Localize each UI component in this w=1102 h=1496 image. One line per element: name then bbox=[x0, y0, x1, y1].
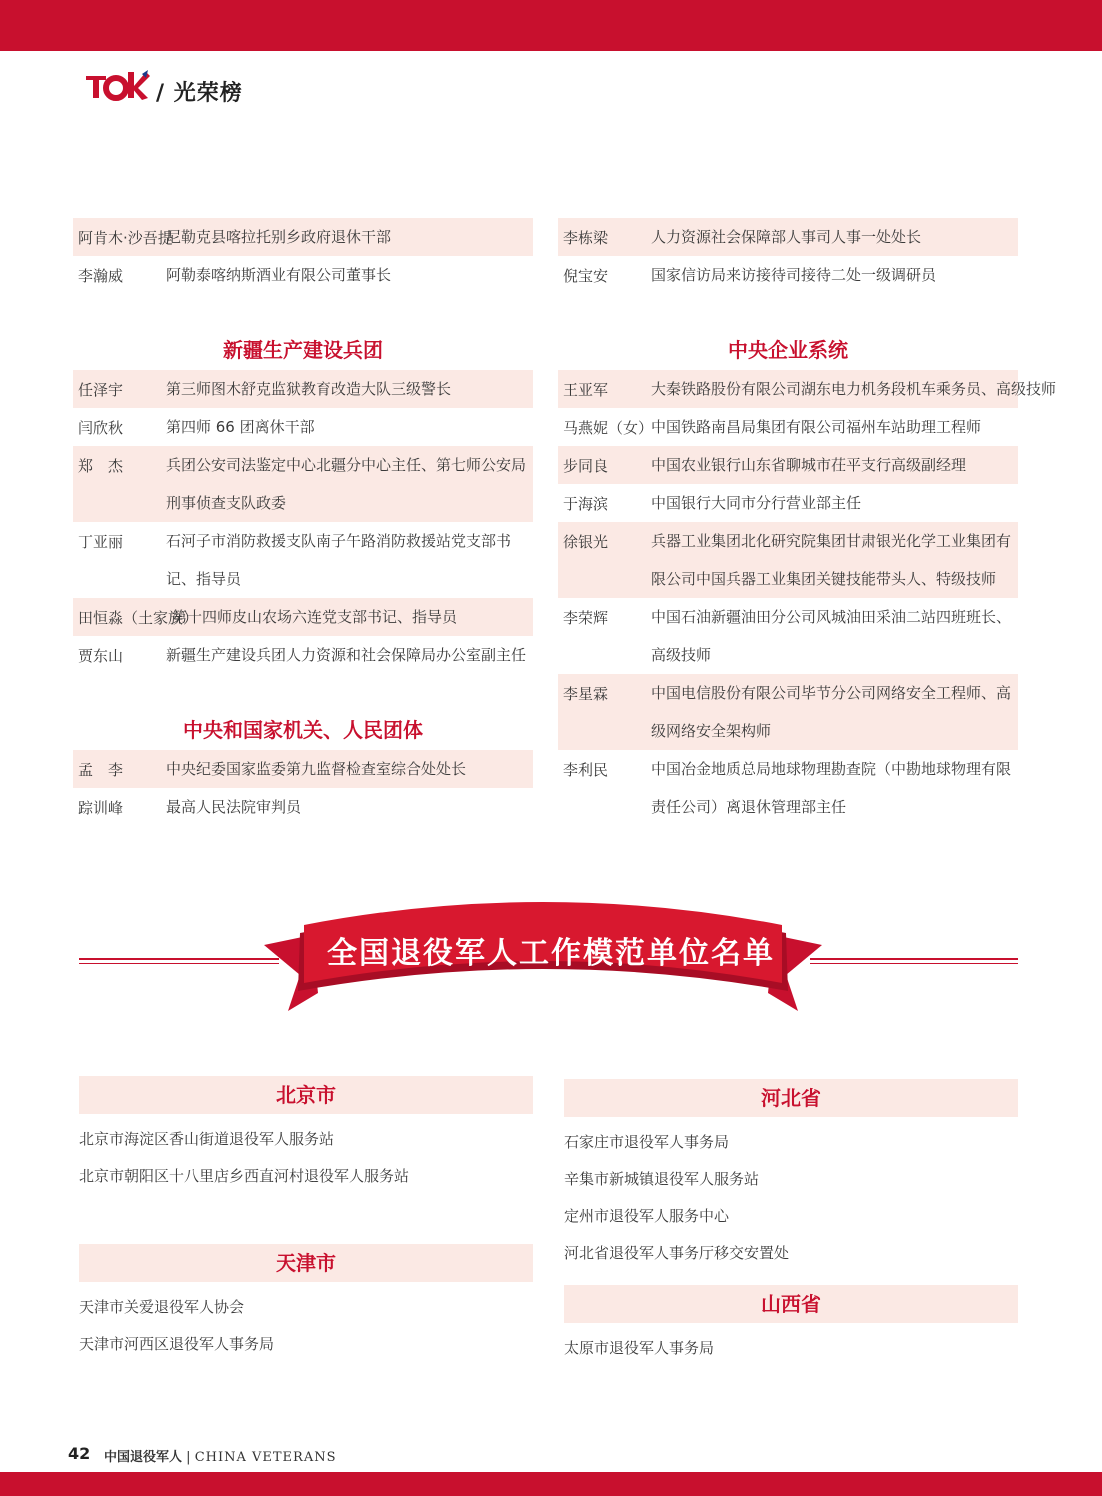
person-desc: 兵团公安司法鉴定中心北疆分中心主任、第七师公安局刑事侦查支队政委 bbox=[166, 456, 527, 512]
footer-credit bbox=[104, 1446, 337, 1465]
magazine-english-name: CHINA VETERANS bbox=[194, 1450, 337, 1465]
person-name: 于海滨 bbox=[563, 495, 609, 513]
province-header-hebei: 河北省 bbox=[564, 1079, 1018, 1117]
unit-item: 定州市退役军人服务中心 bbox=[564, 1207, 730, 1225]
list-item bbox=[73, 446, 533, 522]
person-desc: 新疆生产建设兵团人力资源和社会保障局办公室副主任 bbox=[166, 646, 527, 664]
list-item bbox=[73, 636, 533, 674]
list-item bbox=[558, 408, 1018, 446]
province-header-tianjin: 天津市 bbox=[79, 1244, 533, 1282]
person-name: 贾东山 bbox=[78, 647, 124, 665]
list-item bbox=[558, 256, 1018, 294]
list-item bbox=[73, 370, 533, 408]
list-item bbox=[558, 674, 1018, 750]
person-name: 踪训峰 bbox=[78, 799, 124, 817]
list-item bbox=[73, 218, 533, 256]
list-item bbox=[558, 522, 1018, 598]
person-name: 任泽宇 bbox=[78, 381, 124, 399]
person-name: 阿肯木·沙吾提 bbox=[78, 229, 173, 247]
list-item bbox=[558, 750, 1018, 826]
person-name: 丁亚丽 bbox=[78, 533, 124, 551]
list-item bbox=[558, 218, 1018, 256]
person-desc: 中国银行大同市分行营业部主任 bbox=[651, 494, 862, 512]
person-desc: 国家信访局来访接待司接待二处一级调研员 bbox=[651, 266, 937, 284]
unit-item: 辛集市新城镇退役军人服务站 bbox=[564, 1170, 760, 1188]
list-item bbox=[558, 484, 1018, 522]
list-item bbox=[73, 750, 533, 788]
person-desc: 第四师 66 团离休干部 bbox=[166, 418, 315, 436]
magazine-logo bbox=[84, 68, 150, 102]
unit-item: 北京市海淀区香山街道退役军人服务站 bbox=[79, 1130, 335, 1148]
person-name: 步同良 bbox=[563, 457, 609, 475]
person-desc: 阿勒泰喀纳斯酒业有限公司董事长 bbox=[166, 266, 392, 284]
person-desc: 尼勒克县喀拉托别乡政府退休干部 bbox=[166, 228, 392, 246]
person-name: 倪宝安 bbox=[563, 267, 609, 285]
person-name: 郑 杰 bbox=[78, 457, 124, 475]
top-red-bar bbox=[0, 0, 1102, 51]
person-name: 李利民 bbox=[563, 761, 609, 779]
person-desc: 中国农业银行山东省聊城市茌平支行高级副经理 bbox=[651, 456, 967, 474]
person-desc: 第十四师皮山农场六连党支部书记、指导员 bbox=[172, 608, 458, 626]
list-item bbox=[73, 598, 533, 636]
page-number: 42 bbox=[68, 1444, 91, 1463]
list-item bbox=[73, 408, 533, 446]
person-name: 王亚军 bbox=[563, 381, 609, 399]
list-item bbox=[558, 446, 1018, 484]
list-item bbox=[558, 370, 1057, 408]
unit-item: 河北省退役军人事务厅移交安置处 bbox=[564, 1244, 790, 1262]
list-item bbox=[558, 598, 1018, 674]
person-name: 徐银光 bbox=[563, 533, 609, 551]
person-desc: 第三师图木舒克监狱教育改造大队三级警长 bbox=[166, 380, 452, 398]
person-name: 李瀚威 bbox=[78, 267, 124, 285]
person-desc: 石河子市消防救援支队南子午路消防救援站党支部书记、指导员 bbox=[166, 532, 512, 588]
person-desc: 中国石油新疆油田分公司风城油田采油二站四班班长、高级技师 bbox=[651, 608, 1012, 664]
section-title: / 光荣榜 bbox=[156, 81, 243, 106]
person-desc: 兵器工业集团北化研究院集团甘肃银光化学工业集团有限公司中国兵器工业集团关键技能带头人、特级技师 bbox=[651, 532, 1012, 588]
person-desc: 大秦铁路股份有限公司湖东电力机务段机车乘务员、高级技师 bbox=[651, 380, 1057, 398]
person-desc: 人力资源社会保障部人事司人事一处处长 bbox=[651, 228, 922, 246]
banner-title: 全国退役军人工作模范单位名单 bbox=[327, 936, 775, 971]
footer-separator: | bbox=[186, 1450, 191, 1465]
person-desc: 中国电信股份有限公司毕节分公司网络安全工程师、高级网络安全架构师 bbox=[651, 684, 1012, 740]
person-name: 马燕妮（女） bbox=[563, 419, 654, 437]
magazine-name: 中国退役军人 bbox=[104, 1450, 183, 1465]
unit-item: 石家庄市退役军人事务局 bbox=[564, 1133, 730, 1151]
province-header-shanxi: 山西省 bbox=[564, 1285, 1018, 1323]
person-desc: 中国铁路南昌局集团有限公司福州车站助理工程师 bbox=[651, 418, 982, 436]
person-name: 李星霖 bbox=[563, 685, 609, 703]
bottom-red-bar bbox=[0, 1472, 1102, 1496]
unit-item: 太原市退役军人事务局 bbox=[564, 1339, 715, 1357]
group-title-central-enterprises: 中央企业系统 bbox=[728, 338, 848, 362]
unit-item: 天津市河西区退役军人事务局 bbox=[79, 1335, 275, 1353]
list-item bbox=[73, 256, 533, 294]
person-desc: 中央纪委国家监委第九监督检查室综合处处长 bbox=[166, 760, 467, 778]
person-name: 孟 李 bbox=[78, 761, 124, 779]
person-desc: 中国冶金地质总局地球物理勘查院（中勘地球物理有限责任公司）离退休管理部主任 bbox=[651, 760, 1012, 816]
list-item bbox=[73, 522, 533, 598]
person-name: 李荣辉 bbox=[563, 609, 609, 627]
list-item bbox=[73, 788, 533, 826]
group-title-central-organs: 中央和国家机关、人民团体 bbox=[183, 718, 423, 742]
group-title-bingtuan: 新疆生产建设兵团 bbox=[223, 338, 383, 362]
unit-item: 天津市关爱退役军人协会 bbox=[79, 1298, 245, 1316]
person-name: 田恒淼（土家族） bbox=[78, 609, 199, 627]
province-header-beijing: 北京市 bbox=[79, 1076, 533, 1114]
person-name: 闫欣秋 bbox=[78, 419, 124, 437]
unit-item: 北京市朝阳区十八里店乡西直河村退役军人服务站 bbox=[79, 1167, 410, 1185]
person-desc: 最高人民法院审判员 bbox=[166, 798, 302, 816]
person-name: 李栋梁 bbox=[563, 229, 609, 247]
